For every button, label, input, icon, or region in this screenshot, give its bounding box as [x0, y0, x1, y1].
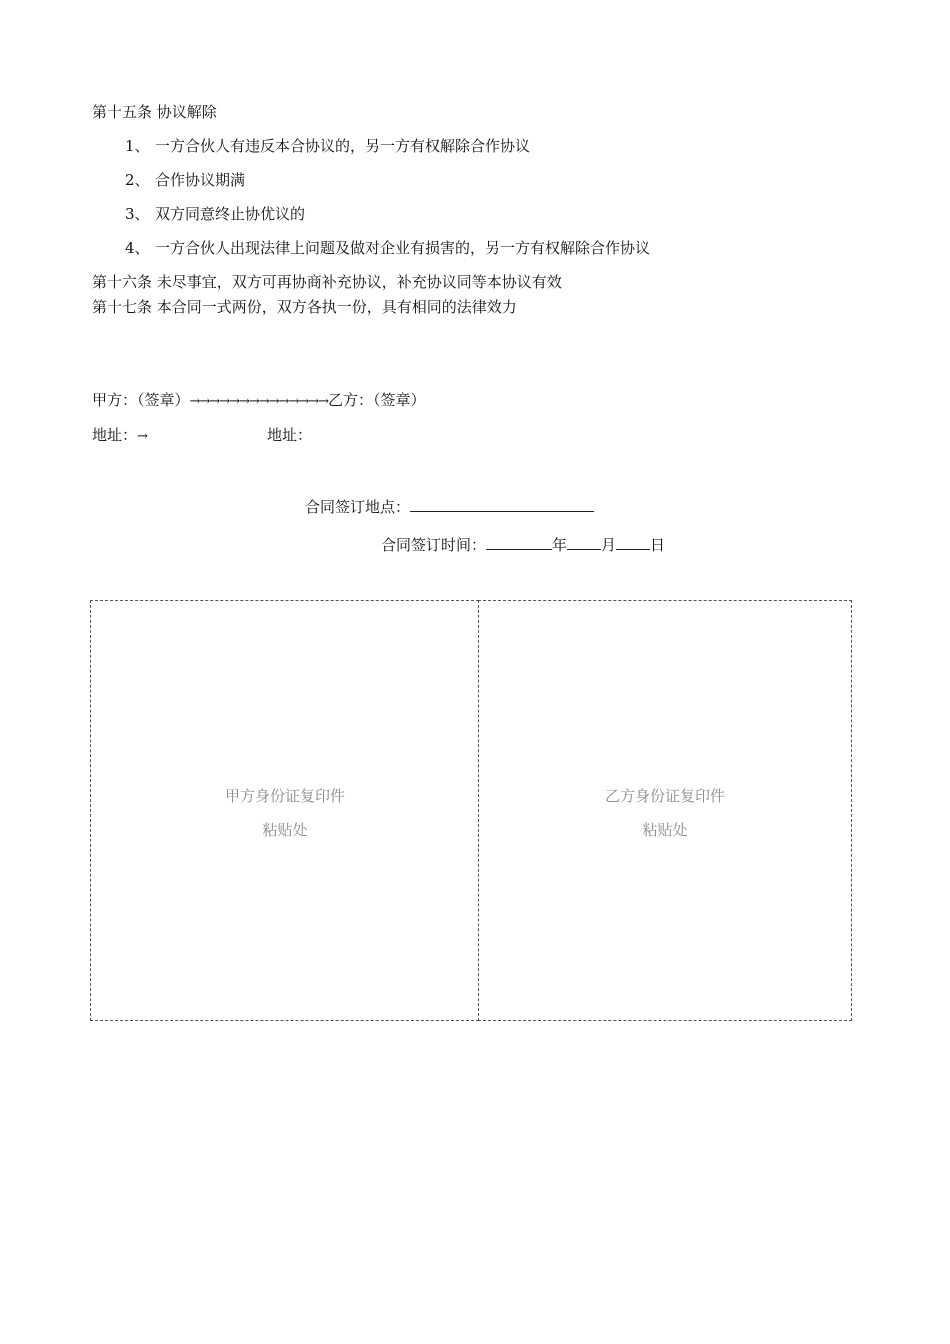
article-17: 第十七条 本合同一式两份，双方各执一份，具有相同的法律效力 [92, 298, 517, 316]
party-b-id-title: 乙方身份证复印件 [604, 787, 725, 805]
day-blank[interactable] [616, 534, 650, 550]
item-text: 一方合伙人出现法律上问题及做对企业有损害的，另一方有权解除合作协议 [155, 239, 651, 257]
signature-row [92, 390, 426, 412]
month-label: 月 [601, 536, 617, 554]
party-b-address-label: 地址： [267, 426, 313, 444]
party-a-address-label: 地址： [92, 426, 138, 444]
signing-time-row [381, 534, 665, 555]
item-text: 双方同意终止协优议的 [155, 205, 306, 223]
address-a-row [92, 425, 147, 447]
party-a-id-caption [91, 779, 479, 847]
party-a-id-title: 甲方身份证复印件 [224, 787, 345, 805]
item-number: 4、 [125, 239, 150, 257]
signing-place-label: 合同签订地点： [305, 498, 411, 516]
article-15-item-4 [125, 238, 650, 258]
item-text: 合作协议期满 [155, 171, 246, 189]
party-b-id-subtitle: 粘贴处 [642, 821, 688, 839]
item-number: 2、 [125, 171, 150, 189]
item-text: 一方合伙人有违反本合协议的，另一方有权解除合作协议 [155, 137, 531, 155]
article-15-item-1 [125, 136, 530, 156]
party-a-id-paste-box [90, 600, 479, 1021]
party-a-id-subtitle: 粘贴处 [262, 821, 308, 839]
signing-place-blank[interactable] [410, 496, 594, 512]
tab-arrows-icon: →→→→→→→→→→→→→→ [189, 394, 329, 409]
month-blank[interactable] [567, 534, 601, 550]
year-blank[interactable] [486, 534, 552, 550]
tab-arrow-icon: → [137, 429, 147, 444]
signing-time-label: 合同签订时间： [381, 536, 487, 554]
party-a-signature-label: 甲方：（签章） [92, 391, 190, 409]
signing-place-row [305, 496, 594, 517]
party-b-id-caption [479, 779, 851, 847]
article-15-item-3 [125, 204, 305, 224]
article-15-item-2 [125, 170, 245, 190]
day-label: 日 [650, 536, 666, 554]
item-number: 3、 [125, 205, 150, 223]
item-number: 1、 [125, 137, 150, 155]
party-b-id-paste-box [478, 600, 852, 1021]
article-16: 第十六条 未尽事宜，双方可再协商补充协议，补充协议同等本协议有效 [92, 273, 562, 291]
party-b-signature-label: 乙方：（签章） [328, 391, 426, 409]
year-label: 年 [552, 536, 568, 554]
article-15-heading: 第十五条 协议解除 [92, 103, 217, 121]
